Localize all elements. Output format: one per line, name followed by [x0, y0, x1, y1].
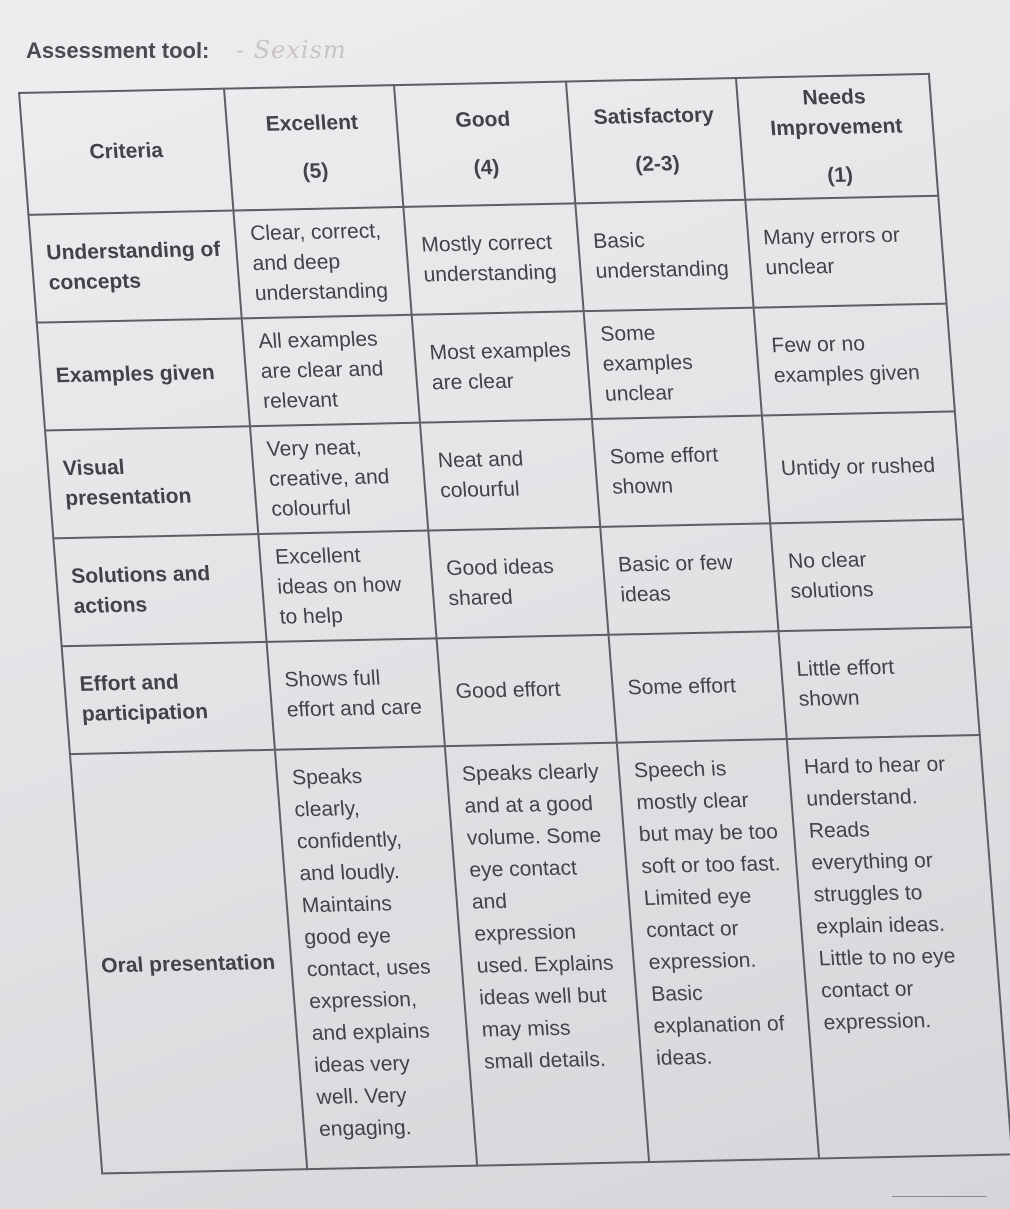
header-score: (4)	[472, 155, 501, 180]
header-satisfactory	[566, 78, 745, 203]
criterion-cell: Oral presentation	[70, 750, 307, 1174]
satisfactory-cell: Basic understanding	[575, 200, 753, 311]
satisfactory-cell: Some effort	[609, 631, 787, 742]
excellent-cell: Excellent ideas on how to help	[258, 531, 436, 642]
header-label: Satisfactory	[592, 103, 715, 129]
needs-improvement-cell: No clear solutions	[770, 519, 971, 631]
table-row	[28, 196, 946, 323]
table-row	[62, 627, 980, 754]
criterion-cell: Understanding of concepts	[28, 211, 241, 323]
table-row	[45, 411, 963, 538]
good-cell: Good effort	[437, 635, 617, 746]
excellent-cell: Shows full effort and care	[267, 638, 445, 749]
needs-improvement-cell: Few or no examples given	[754, 304, 955, 416]
satisfactory-cell: Some examples unclear	[584, 308, 762, 419]
excellent-cell: Speaks clearly, confidently, and loudly. Maintains good eye contact, uses expression, and explains ideas very well. Very engaging.	[275, 746, 477, 1169]
table-row	[53, 519, 971, 646]
satisfactory-cell: Some effort shown	[592, 415, 770, 526]
criterion-cell: Solutions and actions	[53, 534, 266, 646]
page-title: Assessment tool:	[26, 38, 210, 63]
good-cell: Mostly correct understanding	[403, 203, 583, 314]
needs-improvement-cell: Little effort shown	[778, 627, 979, 739]
excellent-cell: Clear, correct, and deep understanding	[233, 207, 411, 318]
needs-improvement-cell: Hard to hear or understand. Reads everything or struggles to explain ideas. Little to no eye contact or expression.	[787, 735, 1010, 1158]
good-cell: Good ideas shared	[428, 527, 608, 638]
signature-line	[892, 1196, 987, 1197]
needs-improvement-cell: Untidy or rushed	[762, 411, 963, 523]
header-good	[394, 82, 575, 207]
table-row	[37, 304, 955, 431]
good-cell: Neat and colourful	[420, 419, 600, 530]
rubric-table-wrapper	[18, 73, 1010, 1175]
table-row	[70, 735, 1010, 1173]
header-label: Excellent	[264, 110, 359, 136]
header-label: Good	[454, 107, 512, 132]
header-row	[19, 74, 938, 215]
header-score: (2-3)	[634, 152, 681, 177]
excellent-cell: Very neat, creative, and colourful	[250, 423, 428, 534]
criterion-cell: Effort and participation	[62, 642, 275, 754]
needs-improvement-cell: Many errors or unclear	[745, 196, 946, 308]
header-excellent	[224, 85, 403, 210]
header-label: Criteria	[88, 138, 164, 164]
good-cell: Most examples are clear	[412, 311, 592, 422]
criterion-cell: Examples given	[37, 318, 250, 430]
header-criteria	[19, 89, 233, 215]
rubric-table	[18, 73, 1010, 1175]
header-label: Needs Improvement	[769, 85, 904, 141]
header-score: (5)	[301, 159, 330, 184]
handwritten-topic-note: - Sexism	[236, 36, 347, 64]
header-needs-improvement	[736, 74, 938, 200]
satisfactory-cell: Speech is mostly clear but may be too soft or too fast. Limited eye contact or expression. Basic explanation of ideas.	[617, 739, 819, 1162]
good-cell: Speaks clearly and at a good volume. Some eye contact and expression used. Explains ideas well but may miss small details.	[445, 743, 649, 1166]
excellent-cell: All examples are clear and relevant	[242, 315, 420, 426]
satisfactory-cell: Basic or few ideas	[600, 523, 778, 634]
criterion-cell: Visual presentation	[45, 426, 258, 538]
header-score: (1)	[826, 163, 854, 188]
